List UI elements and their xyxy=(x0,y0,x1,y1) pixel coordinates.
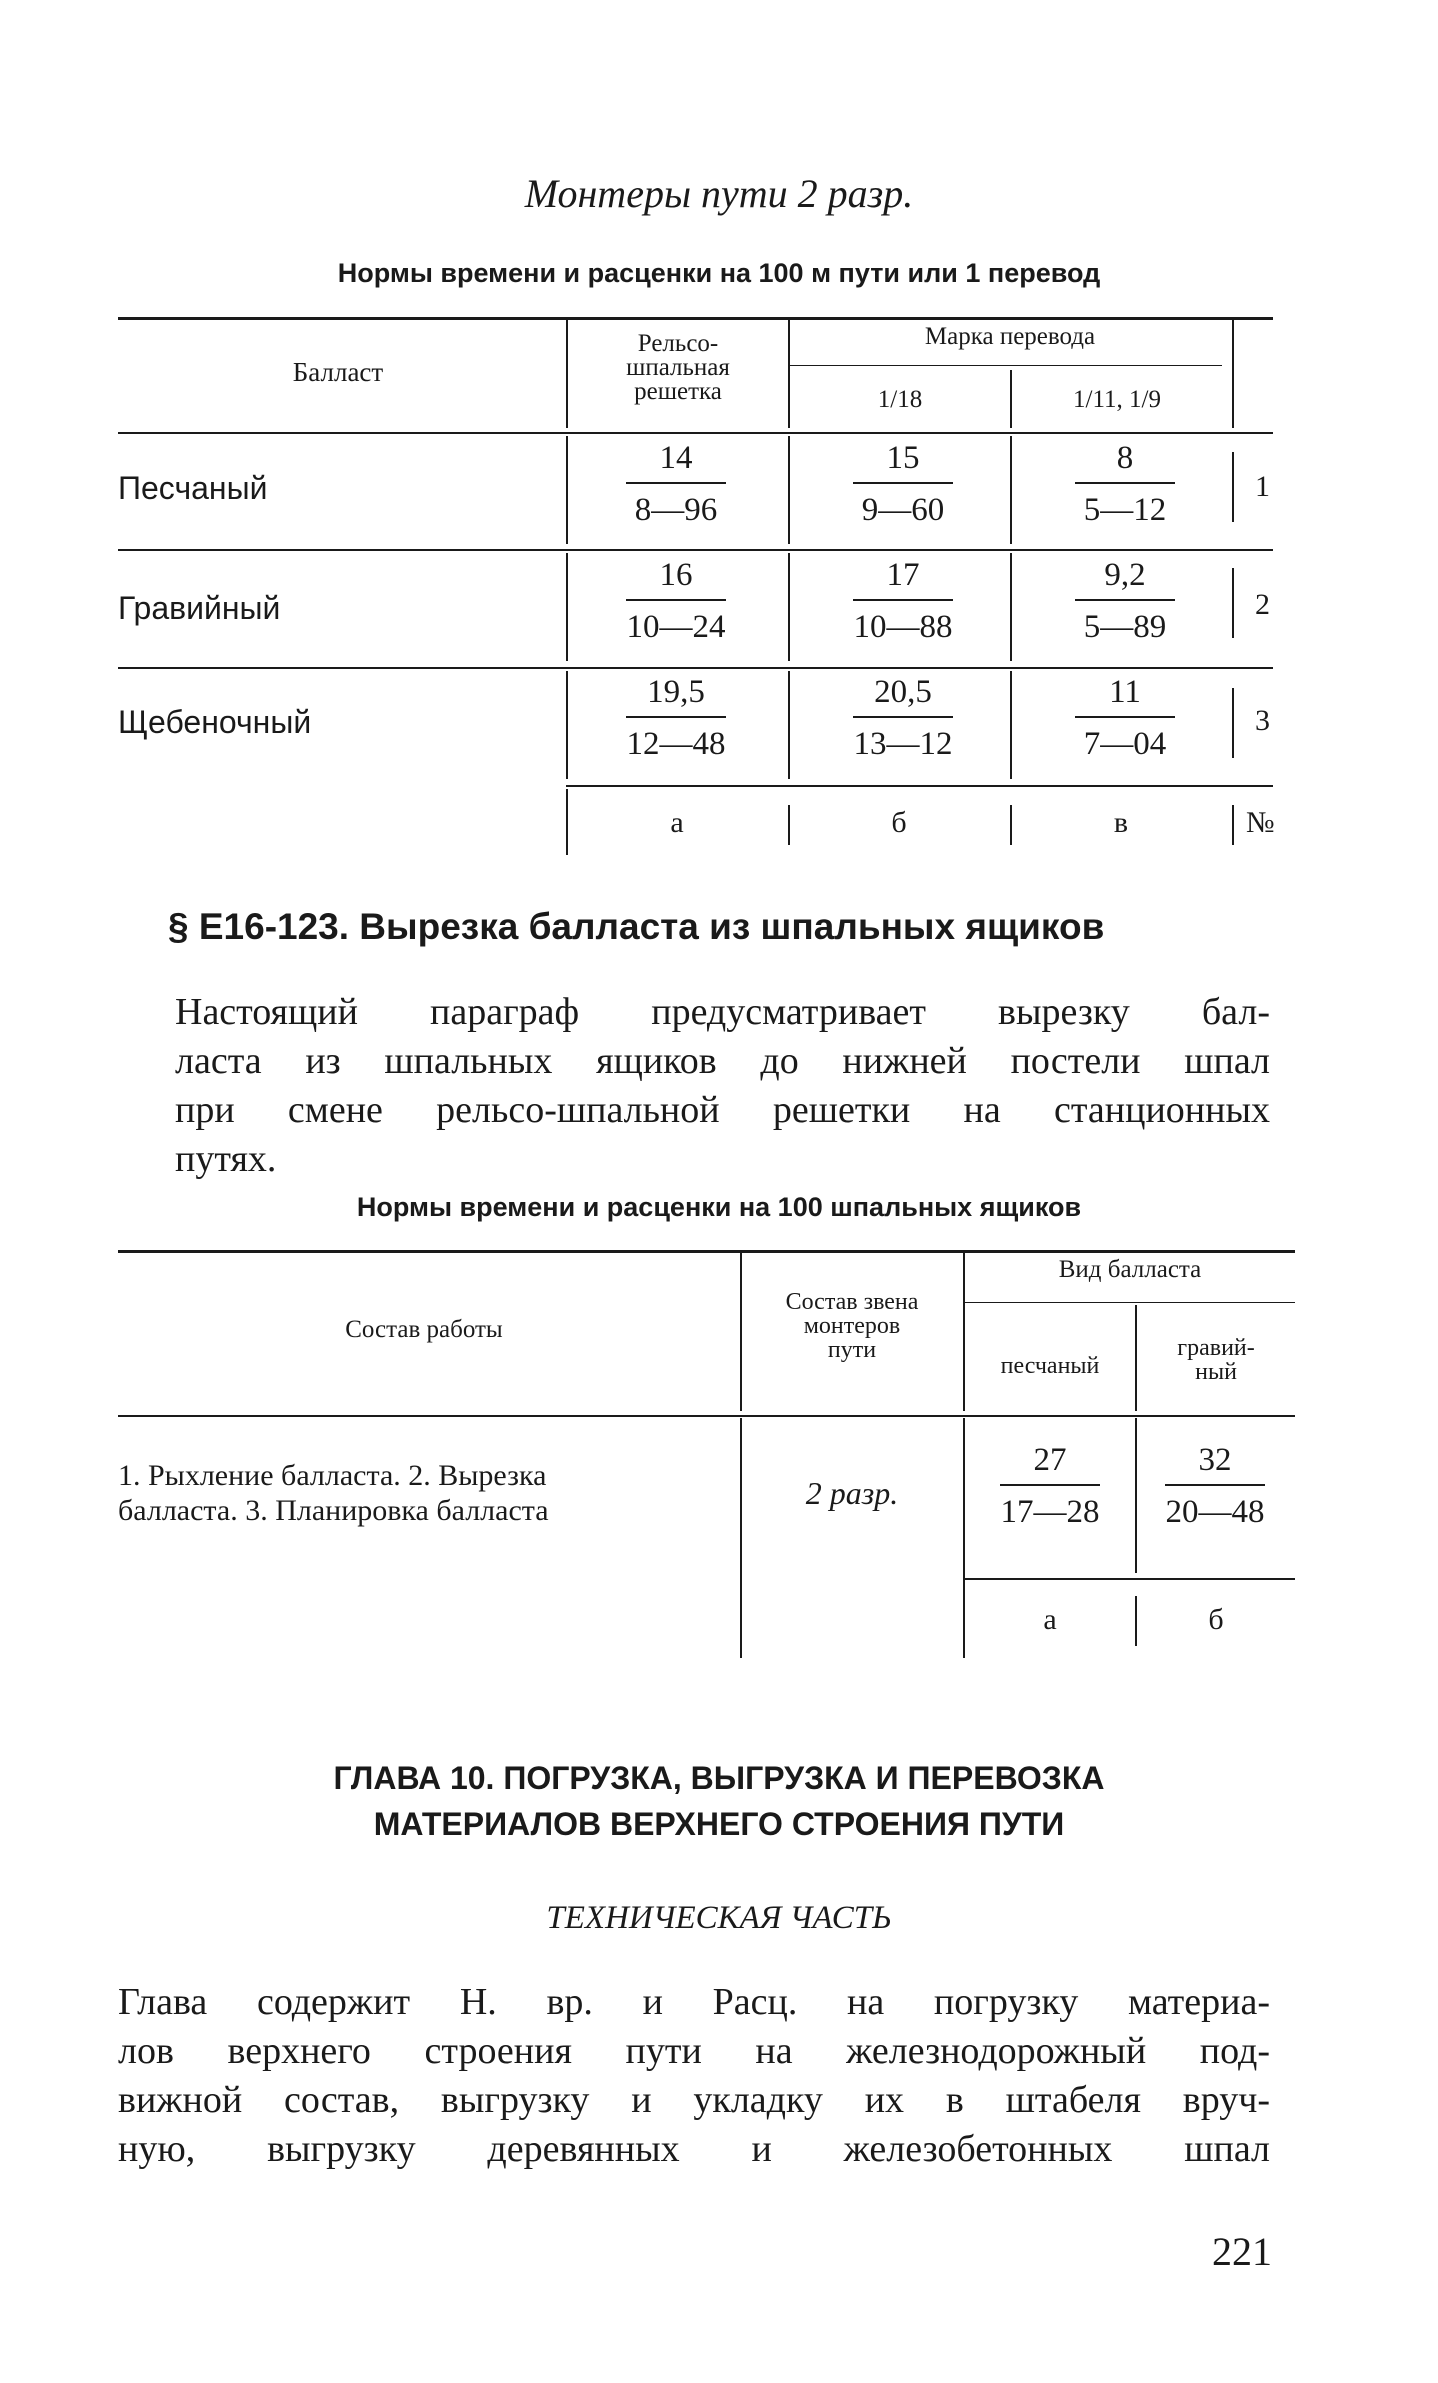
table1-footer-c: в xyxy=(1113,806,1129,839)
table1-header-1-18: 1/18 xyxy=(877,386,923,413)
table2-cell-b xyxy=(1145,1440,1285,1532)
table1-cell-rate: 10—24 xyxy=(626,609,726,645)
table1-cell-c2 xyxy=(1055,555,1195,647)
section-paragraph xyxy=(175,988,1270,1184)
table2-header-vid: Вид балласта xyxy=(1058,1256,1202,1283)
table1-cell-norm: 17 xyxy=(886,557,920,593)
chapter-title-line: МАТЕРИАЛОВ ВЕРХНЕГО СТРОЕНИЯ ПУТИ xyxy=(373,1806,1065,1842)
table1-cell-norm: 16 xyxy=(659,557,693,593)
table1-cell-norm: 8 xyxy=(1116,440,1134,476)
table1-cell-norm: 9,2 xyxy=(1104,557,1146,593)
table1-row-label: Гравийный xyxy=(118,590,281,626)
table1-cell-rate: 5—12 xyxy=(1083,492,1167,528)
table1-header-1-11: 1/11, 1/9 xyxy=(1073,386,1161,413)
table2-footer-b: б xyxy=(1208,1603,1224,1636)
table2-header-work: Состав работы xyxy=(345,1316,503,1343)
section-title: § Е16-123. Вырезка балласта из шпальных ящиков xyxy=(168,906,1105,947)
table2-header-crew-line2: монтеров xyxy=(803,1313,901,1339)
table1-footer-a: а xyxy=(670,806,684,839)
table1-header-marka: Марка перевода xyxy=(924,323,1096,350)
chapter-paragraph-line: вижной состав, выгрузку и укладку их в штабеля вруч- xyxy=(118,2079,1270,2121)
table1-cell-a3 xyxy=(606,672,746,764)
page-number: 221 xyxy=(1212,2229,1272,2274)
table1-footer-no: № xyxy=(1246,806,1275,839)
table1-caption: Нормы времени и расценки на 100 м пути или 1 перевод xyxy=(337,258,1101,288)
table2-cell-rate: 17—28 xyxy=(1000,1494,1100,1530)
table2-work-description xyxy=(118,1458,738,1528)
table2-cell-norm: 32 xyxy=(1198,1442,1232,1478)
table1-cell-norm: 20,5 xyxy=(874,674,932,710)
table1-row-number: 2 xyxy=(1255,588,1270,621)
workers-heading: Монтеры пути 2 разр. xyxy=(524,171,914,216)
table1-header-ballast: Балласт xyxy=(292,357,384,387)
chapter-title-line: ГЛАВА 10. ПОГРУЗКА, ВЫГРУЗКА И ПЕРЕВОЗКА xyxy=(333,1760,1105,1796)
table2-work-line: балласта. 3. Планировка балласта xyxy=(118,1494,549,1527)
table2-header-sand: песчаный xyxy=(1000,1353,1100,1379)
chapter-paragraph-line: лов верхнего строения пути на железнодорожный под- xyxy=(118,2030,1270,2072)
table2-header-crew-line3: пути xyxy=(827,1337,877,1363)
table2-header-gravel-line1: гравий- xyxy=(1177,1335,1255,1361)
table1-cell-rate: 8—96 xyxy=(634,492,718,528)
table1-cell-rate: 7—04 xyxy=(1083,726,1167,762)
table1-cell-b3 xyxy=(833,672,973,764)
table1-cell-c1 xyxy=(1055,438,1195,530)
table1-cell-b1 xyxy=(833,438,973,530)
chapter-paragraph-line: Глава содержит Н. вр. и Расц. на погрузку материа- xyxy=(118,1981,1270,2023)
section-paragraph-line: ласта из шпальных ящиков до нижней постели шпал xyxy=(175,1040,1270,1082)
table1-row-label: Щебеночный xyxy=(118,704,312,740)
table2-crew-grade: 2 разр. xyxy=(805,1475,899,1511)
chapter-paragraph xyxy=(118,1978,1270,2174)
section-paragraph-line: путях. xyxy=(175,1138,277,1180)
table2-cell-a xyxy=(980,1440,1120,1532)
table2-header-gravel-line2: ный xyxy=(1195,1359,1237,1385)
table1-cell-c3 xyxy=(1055,672,1195,764)
table1-header-rail-line1: Рельсо- xyxy=(637,330,719,357)
table1-cell-rate: 12—48 xyxy=(626,726,726,762)
table1-cell-norm: 11 xyxy=(1109,674,1141,710)
table1-cell-a1 xyxy=(606,438,746,530)
table1-header-rail-line3: решетка xyxy=(634,378,722,405)
chapter-title xyxy=(0,1755,1438,1847)
table2-header-crew-line1: Состав звена xyxy=(785,1289,919,1315)
table1-cell-norm: 14 xyxy=(659,440,693,476)
table2-cell-norm: 27 xyxy=(1033,1442,1067,1478)
table2-cell-rate: 20—48 xyxy=(1165,1494,1265,1530)
table2-header-gravel xyxy=(1137,1336,1295,1384)
table1-cell-rate: 9—60 xyxy=(861,492,945,528)
table1-cell-rate: 5—89 xyxy=(1083,609,1167,645)
table1-cell-norm: 19,5 xyxy=(647,674,705,710)
table1-footer-b: б xyxy=(891,806,907,839)
table1-header-rail-line2: шпальная xyxy=(626,354,730,381)
table1-cell-b2 xyxy=(833,555,973,647)
table2-footer-a: а xyxy=(1043,1603,1057,1636)
table2-caption: Нормы времени и расценки на 100 шпальных ящиков xyxy=(356,1192,1082,1222)
table1-row-label: Песчаный xyxy=(118,470,268,506)
table1-cell-a2 xyxy=(606,555,746,647)
table1-cell-rate: 13—12 xyxy=(853,726,953,762)
table1-header-rail-grid xyxy=(568,332,788,404)
section-paragraph-line: Настоящий параграф предусматривает вырезку бал- xyxy=(175,991,1270,1033)
table1-cell-norm: 15 xyxy=(886,440,920,476)
table2-header-crew xyxy=(742,1290,962,1362)
table1-row-number: 3 xyxy=(1255,704,1270,737)
table1-row-number: 1 xyxy=(1255,470,1270,503)
chapter-subtitle: ТЕХНИЧЕСКАЯ ЧАСТЬ xyxy=(546,1900,892,1936)
section-paragraph-line: при смене рельсо-шпальной решетки на станционных xyxy=(175,1089,1270,1131)
table2-work-line: 1. Рыхление балласта. 2. Вырезка xyxy=(118,1459,547,1492)
table1-cell-rate: 10—88 xyxy=(853,609,953,645)
chapter-paragraph-line: ную, выгрузку деревянных и железобетонных шпал xyxy=(118,2128,1270,2170)
